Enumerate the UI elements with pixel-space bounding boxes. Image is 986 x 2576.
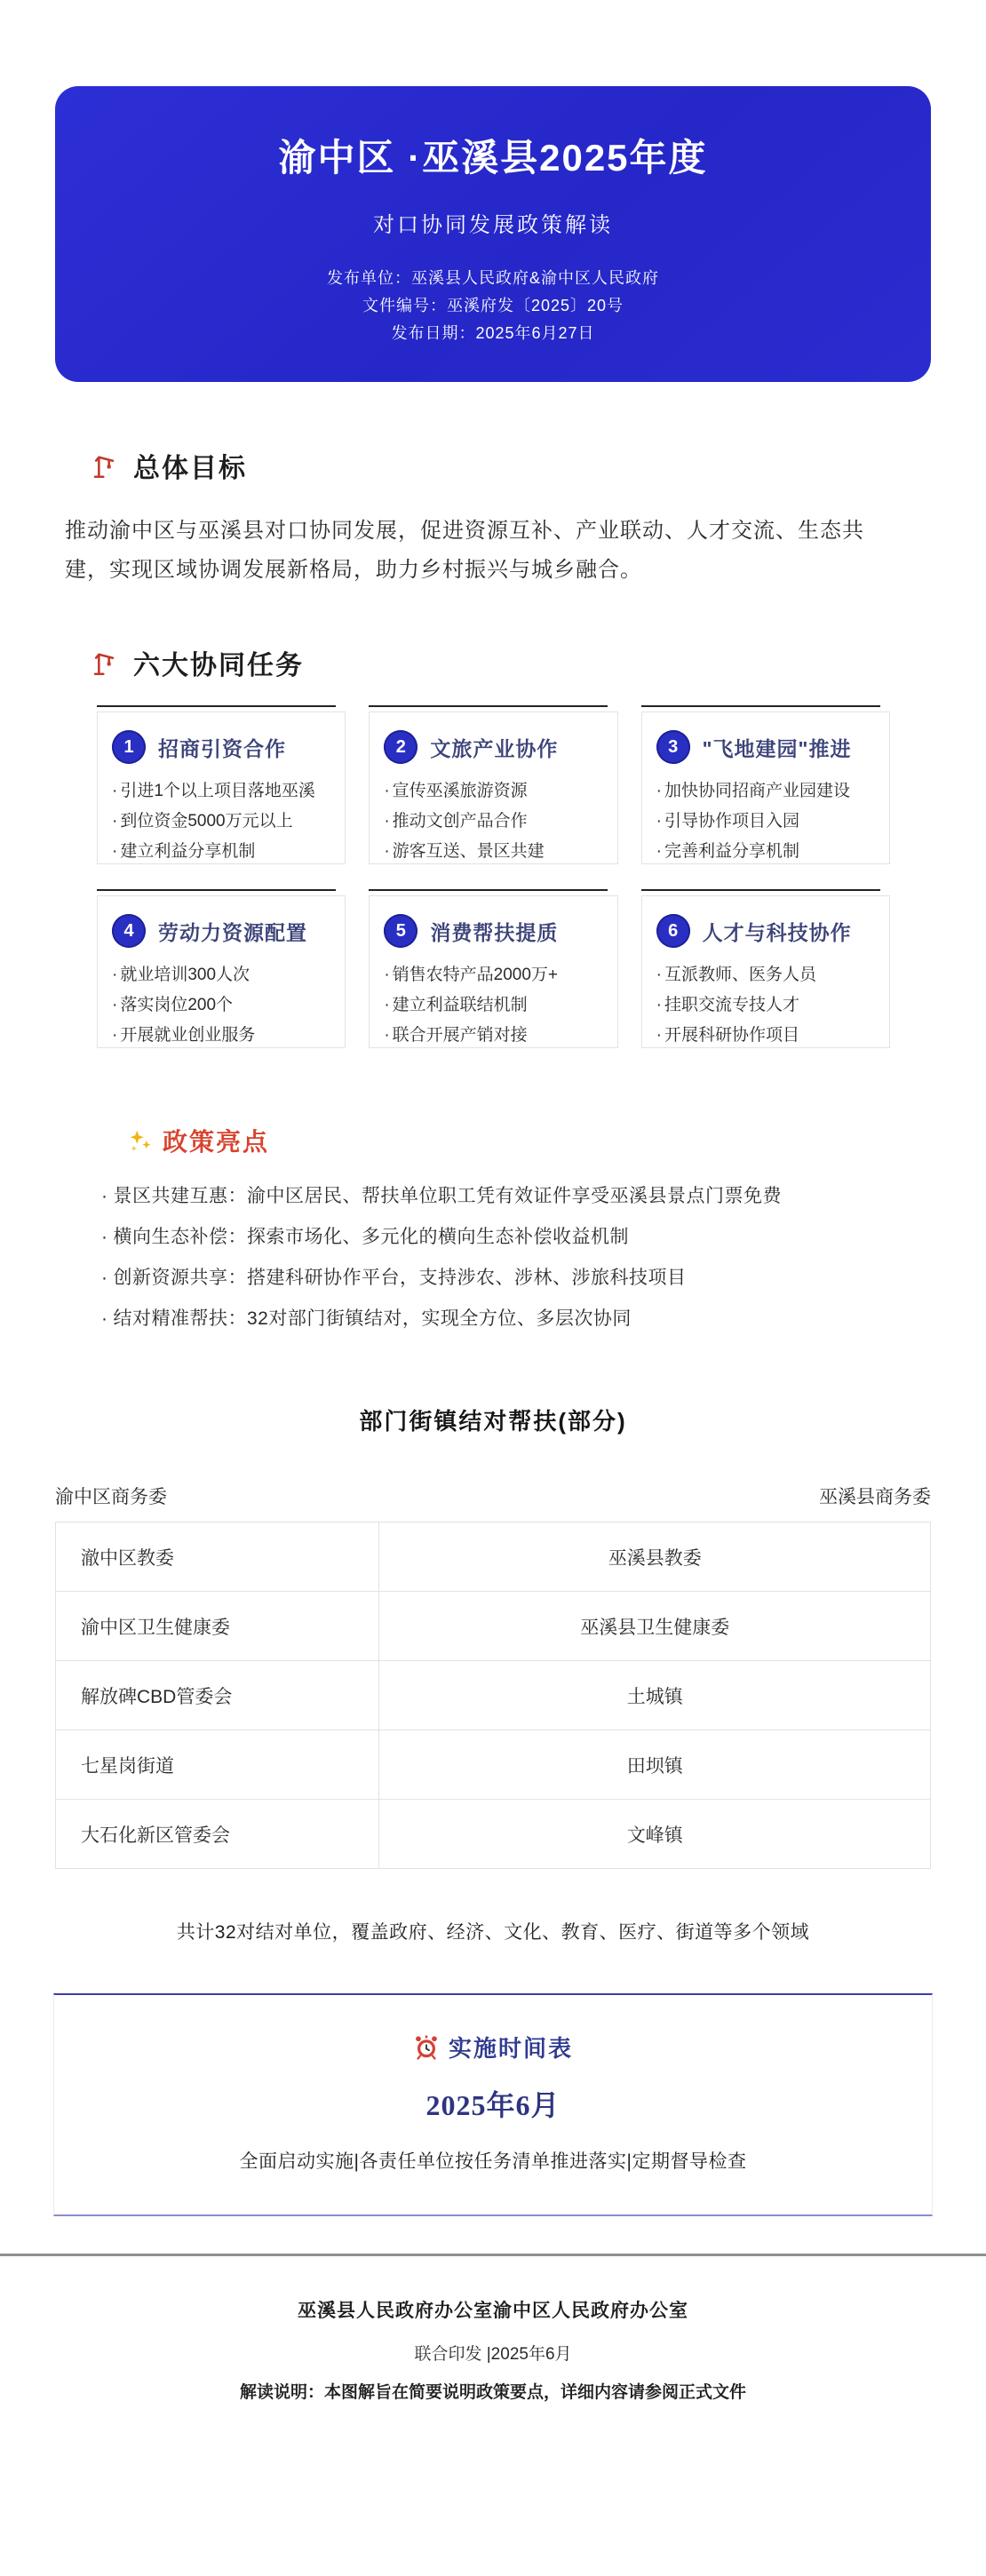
pair-right-cell: 巫溪县教委 [379,1523,931,1592]
task-item: · 加快协同招商产业园建设 [656,776,877,807]
task-card-title: 招商引资合作 [158,736,286,760]
task-number-badge: 5 [384,914,417,948]
task-item: · 联合开展产销对接 [384,1021,604,1051]
table-row [56,1592,931,1661]
pairs-header-row [55,1483,931,1509]
pair-left-cell: 七星岗街道 [56,1730,379,1800]
banner-meta [55,265,931,347]
task-card-2 [369,705,617,864]
pairs-header-left: 渝中区商务委 [55,1487,167,1507]
task-item: · 完善利益分享机制 [656,837,877,867]
page-title: 渝中区 ·巫溪县2025年度 [278,137,708,179]
footer [0,2296,986,2403]
publish-date-line: 发布日期：2025年6月27日 [391,324,595,342]
task-item: · 就业培训300人次 [112,960,332,990]
card-top-line [369,889,608,891]
footer-offices: 巫溪县人民政府办公室渝中区人民政府办公室 [298,2301,688,2321]
pair-left-cell: 渝中区卫生健康委 [56,1592,379,1661]
task-number-badge: 2 [384,730,417,764]
task-card-5 [369,889,617,1048]
crane-icon [89,450,119,481]
card-top-line [641,705,880,707]
task-item: · 开展就业创业服务 [112,1021,332,1051]
pairs-summary: 共计32对结对单位，覆盖政府、经济、文化、教育、医疗、街道等多个领域 [176,1922,810,1943]
timeline-date: 2025年6月 [425,2089,561,2121]
alarm-clock-icon [413,2034,440,2061]
task-card-box [369,895,617,1048]
task-number-badge: 6 [656,914,690,948]
section-heading-highlights [127,1123,986,1158]
task-number-badge: 1 [112,730,146,764]
header-banner [55,86,931,382]
task-card-title: 人才与科技协作 [702,920,852,944]
card-top-line [97,889,336,891]
footer-issue-date: 联合印发 |2025年6月 [414,2345,572,2364]
task-item: · 挂职交流专技人才 [656,990,877,1021]
tasks-title: 六大协同任务 [133,651,304,680]
pairs-table-title: 部门街镇结对帮扶(部分) [359,1408,627,1435]
pairs-table [55,1522,931,1869]
section-heading-tasks [89,643,986,682]
task-item: · 落实岗位200个 [112,990,332,1021]
highlight-item: · 景区共建互惠：渝中区居民、帮扶单位职工凭有效证件享受巫溪县景点门票免费 [101,1183,915,1210]
card-top-line [641,889,880,891]
task-card-box [97,712,346,864]
task-item: · 互派教师、医务人员 [656,960,877,990]
pair-left-cell: 解放碑CBD管委会 [56,1661,379,1730]
task-item: · 建立利益联结机制 [384,990,604,1021]
task-item: · 宣传巫溪旅游资源 [384,776,604,807]
task-card-4 [97,889,346,1048]
task-item: · 开展科研协作项目 [656,1021,877,1051]
task-card-3 [641,705,890,864]
pair-right-cell: 田坝镇 [379,1730,931,1800]
timeline-description: 全面启动实施|各责任单位按任务清单推进落实|定期督导检查 [239,2151,747,2172]
task-card-box [641,895,890,1048]
card-top-line [97,705,336,707]
task-card-box [641,712,890,864]
crane-icon [89,648,119,678]
task-number-badge: 4 [112,914,146,948]
task-item: · 销售农特产品2000万+ [384,960,604,990]
timeline-box [53,1993,933,2216]
goal-title: 总体目标 [133,454,247,483]
table-row [56,1800,931,1869]
task-card-box [369,712,617,864]
footer-divider [0,2254,986,2256]
highlight-item: · 结对精准帮扶：32对部门街镇结对，实现全方位、多层次协同 [101,1306,915,1332]
task-card-box [97,895,346,1048]
table-row [56,1523,931,1592]
table-row [56,1661,931,1730]
task-card-title: 文旅产业协作 [430,736,559,760]
highlight-item: · 横向生态补偿：探索市场化、多元化的横向生态补偿收益机制 [101,1224,915,1251]
task-item: · 推动文创产品合作 [384,807,604,837]
table-row [56,1730,931,1800]
task-card-1 [97,705,346,864]
publisher-line: 发布单位：巫溪县人民政府&渝中区人民政府 [326,269,659,287]
page-subtitle: 对口协同发展政策解读 [373,213,613,237]
pair-right-cell: 土城镇 [379,1661,931,1730]
task-card-title: 消费帮扶提质 [430,920,559,944]
goal-body: 推动渝中区与巫溪县对口协同发展，促进资源互补、产业联动、人才交流、生态共建，实现区域协调发展新格局，助力乡村振兴与城乡融合。 [65,519,864,582]
task-card-6 [641,889,890,1048]
sparkles-icon [127,1127,154,1154]
task-cards-grid [97,705,890,1048]
highlight-item: · 创新资源共享：搭建科研协作平台，支持涉农、涉林、涉旅科技项目 [101,1265,915,1292]
task-item: · 引进1个以上项目落地巫溪 [112,776,332,807]
pair-right-cell: 巫溪县卫生健康委 [379,1592,931,1661]
section-heading-goal [89,446,986,485]
pair-left-cell: 澈中区教委 [56,1523,379,1592]
infographic-page [0,86,986,2576]
doc-number-line: 文件编号：巫溪府发〔2025〕20号 [362,297,624,314]
highlights-title: 政策亮点 [163,1128,270,1156]
footer-disclaimer: 解读说明：本图解旨在简要说明政策要点，详细内容请参阅正式文件 [239,2383,746,2402]
pair-left-cell: 大石化新区管委会 [56,1800,379,1869]
task-item: · 建立利益分享机制 [112,837,332,867]
card-top-line [369,705,608,707]
task-item: · 引导协作项目入园 [656,807,877,837]
task-card-title: "飞地建园"推进 [702,736,852,760]
task-item: · 游客互送、景区共建 [384,837,604,867]
pairs-header-right: 巫溪县商务委 [819,1487,931,1507]
task-number-badge: 3 [656,730,690,764]
pair-right-cell: 文峰镇 [379,1800,931,1869]
task-card-title: 劳动力资源配置 [158,920,307,944]
task-item: · 到位资金5000万元以上 [112,807,332,837]
timeline-title: 实施时间表 [448,2035,573,2062]
highlights-list [101,1183,915,1332]
